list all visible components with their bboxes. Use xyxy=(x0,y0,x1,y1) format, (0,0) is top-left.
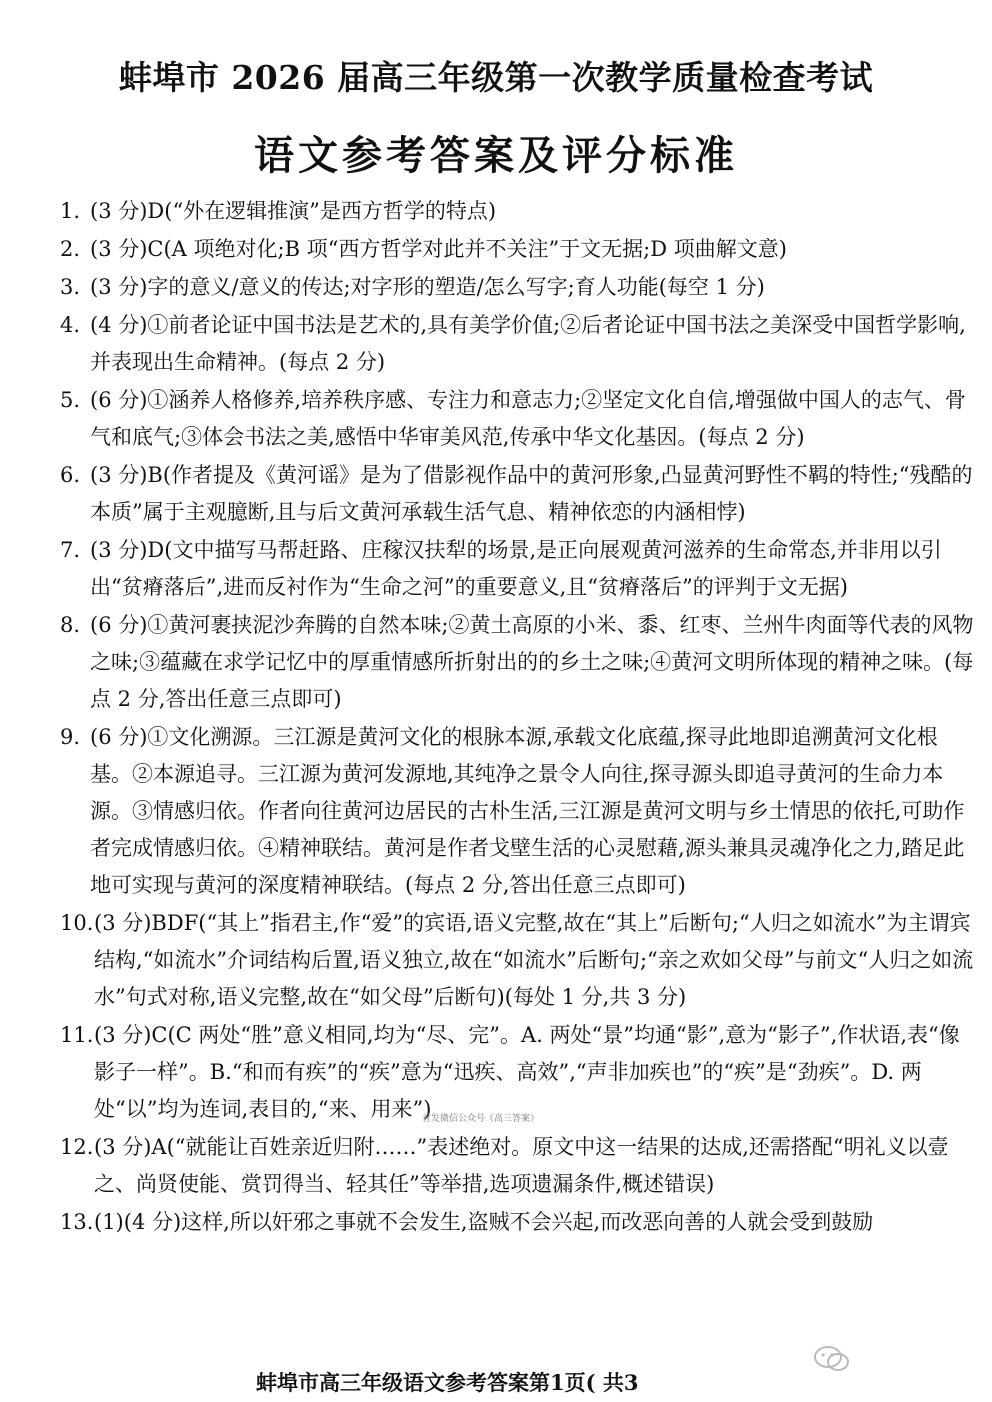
answer-item xyxy=(60,607,974,718)
answer-item xyxy=(60,905,974,1016)
answer-text: (3 分)D(文中描写马帮赶路、庄稼汉扶犁的场景,是正向展观黄河滋养的生命常态,并非用以引出“贫瘠落后”,进而反衬作为“生命之河”的重要意义,且“贫瘠落后”的评判于文无据) xyxy=(90,538,942,599)
answer-number: 5. xyxy=(60,388,81,412)
answer-item xyxy=(60,1204,974,1241)
answer-item xyxy=(60,457,974,531)
answer-number: 3. xyxy=(60,275,81,299)
wechat-icon xyxy=(812,1344,852,1374)
answer-text: (6 分)①黄河裹挟泥沙奔腾的自然本味;②黄土高原的小米、黍、红枣、兰州牛肉面等代表的风物之味;③蕴藏在求学记忆中的厚重情感所折射出的的乡土之味;④黄河文明所体现的精神之味。(每点 2 分,答出任意三点即可) xyxy=(90,613,974,711)
watermark-text: 首发微信公众号《高三答案》 xyxy=(422,1114,540,1124)
answer-text: (3 分)字的意义/意义的传达;对字形的塑造/怎么写字;育人功能(每空 1 分) xyxy=(90,275,765,299)
answer-text: (6 分)①文化溯源。三江源是黄河文化的根脉本源,承载文化底蕴,探寻此地即追溯黄河文化根基。②本源追寻。三江源为黄河发源地,其纯净之景令人向往,探寻源头即追寻黄河的生命力本源。③情感归依。作者向往黄河边居民的古朴生活,三江源是黄河文明与乡土情思的依托,可助作者完成情感归依。④精神联结。黄河是作者戈壁生活的心灵慰藉,源头兼具灵魂净化之力,踏足此地可实现与黄河的深度精神联结。(每点 2 分,答出任意三点即可) xyxy=(90,725,965,897)
document-title: 语文参考答案及评分标准 xyxy=(254,132,738,179)
answer-text: (6 分)①涵养人格修养,培养秩序感、专注力和意志力;②坚定文化自信,增强做中国人的志气、骨气和底气;③体会书法之美,感悟中华审美风范,传承中华文化基因。(每点 2 分) xyxy=(90,388,966,449)
answer-number: 12. xyxy=(60,1135,94,1159)
answer-number: 8. xyxy=(60,613,81,637)
answer-text: (3 分)BDF(“其上”指君主,作“爱”的宾语,语义完整,故在“其上”后断句;“人归之如流水”为主谓宾结构,“如流水”介词结构后置,语义独立,故在“如流水”后断句;“亲之欢如父母”与前文“人归之如流水”句式对称,语义完整,故在“如父母”后断句)(每处 1 分,共 3 分) xyxy=(94,911,974,1009)
answer-number: 2. xyxy=(60,237,81,261)
answer-item xyxy=(60,231,974,268)
answer-text: (3 分)C(C 两处“胜”意义相同,均为“尽、完”。A. 两处“景”均通“影”,意为“影子”,作状语,表“像影子一样”。B.“和而有疾”的“疾”意为“迅疾、高效”,“声非加疾也”的“疾”是“劲疾”。D. 两处“以”均为连词,表目的,“来、用来”) xyxy=(94,1023,960,1121)
answer-number: 13. xyxy=(60,1210,94,1234)
answer-text: (3 分)B(作者提及《黄河谣》是为了借影视作品中的黄河形象,凸显黄河野性不羁的特性;“残酷的本质”属于主观臆断,且与后文黄河承载生活气息、精神依恋的内涵相悖) xyxy=(90,463,973,524)
answer-number: 11. xyxy=(60,1023,94,1047)
answer-item xyxy=(60,719,974,904)
answer-number: 1. xyxy=(60,199,81,223)
answer-item xyxy=(60,1129,974,1203)
answer-item xyxy=(60,307,974,381)
answer-number: 9. xyxy=(60,725,81,749)
exam-title: 蚌埠市 2026 届高三年级第一次教学质量检查考试 xyxy=(118,58,874,97)
answer-list xyxy=(60,193,974,1242)
answer-item xyxy=(60,532,974,606)
page-footer: 蚌埠市高三年级语文参考答案第1页( 共3 xyxy=(256,1370,639,1395)
answer-text: (3 分)D(“外在逻辑推演”是西方哲学的特点) xyxy=(90,199,497,223)
answer-number: 10. xyxy=(60,911,94,935)
answer-number: 4. xyxy=(60,313,81,337)
answer-text: (1)(4 分)这样,所以奸邪之事就不会发生,盗贼不会兴起,而改恶向善的人就会受到鼓励 xyxy=(94,1210,874,1234)
answer-item xyxy=(60,269,974,306)
answer-text: (4 分)①前者论证中国书法是艺术的,具有美学价值;②后者论证中国书法之美深受中国哲学影响,并表现出生命精神。(每点 2 分) xyxy=(90,313,966,374)
answer-text: (3 分)C(A 项绝对化;B 项“西方哲学对此并不关注”于文无据;D 项曲解文意) xyxy=(90,237,787,261)
answer-number: 6. xyxy=(60,463,81,487)
answer-number: 7. xyxy=(60,538,81,562)
answer-item xyxy=(60,193,974,230)
answer-text: (3 分)A(“就能让百姓亲近归附……”表述绝对。原文中这一结果的达成,还需搭配“明礼义以壹之、尚贤使能、赏罚得当、轻其任”等举措,选项遗漏条件,概述错误) xyxy=(94,1135,949,1196)
answer-item xyxy=(60,382,974,456)
